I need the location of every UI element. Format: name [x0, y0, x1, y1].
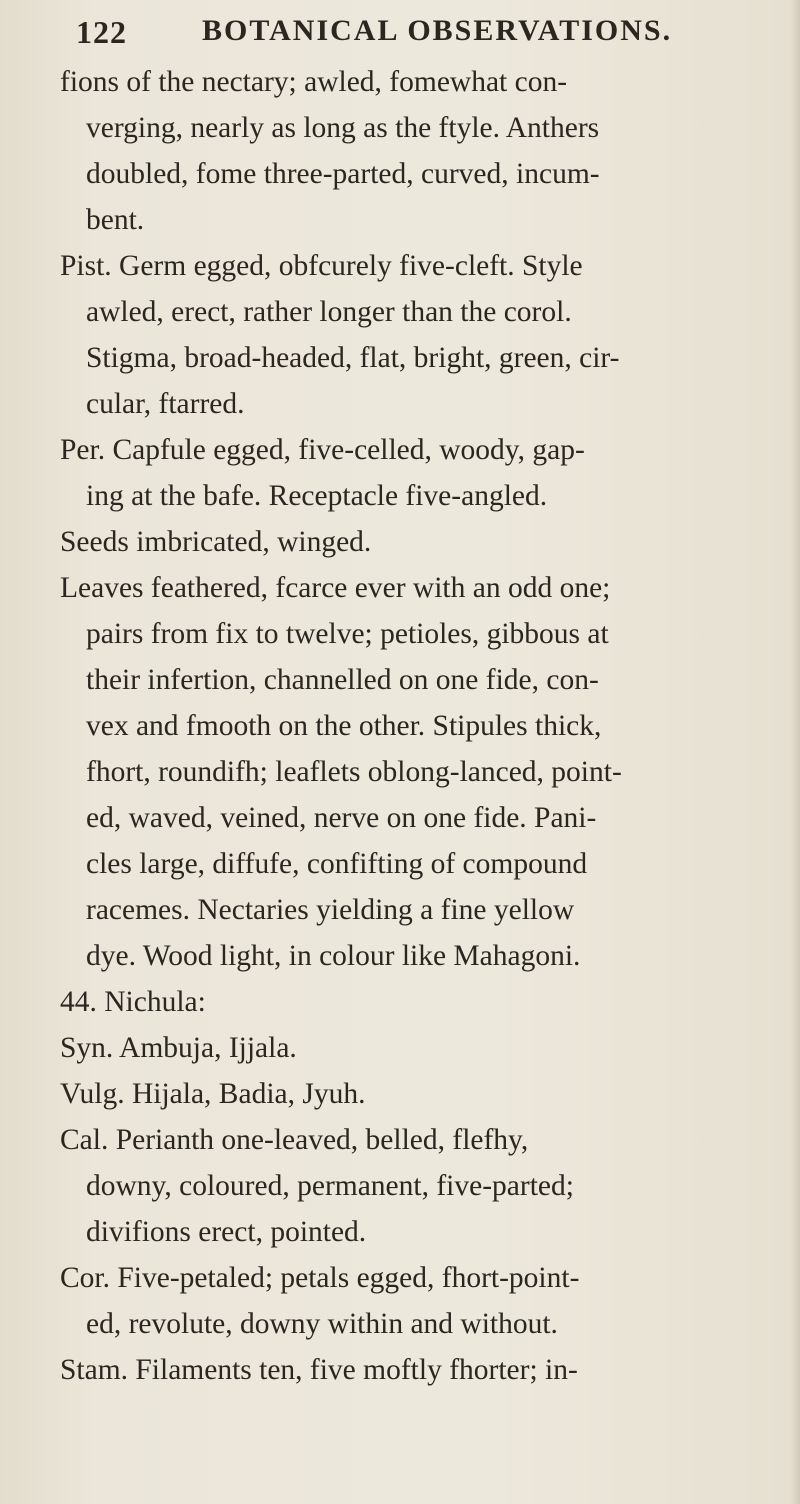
- text-line: Syn. Ambuja, Ijjala.: [60, 1032, 297, 1064]
- page-edge-shadow: [790, 0, 800, 1504]
- page-header: [76, 6, 756, 56]
- text-line: Pist. Germ egged, obfcurely five-cleft. Style: [60, 250, 583, 282]
- text-line: awled, erect, rather longer than the corol.: [86, 296, 572, 328]
- text-line: downy, coloured, permanent, five-parted;: [86, 1170, 574, 1202]
- text-line: Stigma, broad-headed, flat, bright, green, cir-: [86, 342, 620, 374]
- text-line: verging, nearly as long as the ftyle. Anthers: [86, 112, 600, 144]
- text-line: Seeds imbricated, winged.: [60, 526, 372, 558]
- text-line: Leaves feathered, fcarce ever with an odd one;: [60, 572, 611, 604]
- text-line: their infertion, channelled on one fide, con-: [86, 664, 599, 696]
- text-line: cles large, diffufe, confifting of compound: [86, 848, 588, 880]
- running-title: BOTANICAL OBSERVATIONS.: [202, 14, 673, 47]
- text-line: bent.: [86, 204, 145, 236]
- text-line: Cor. Five-petaled; petals egged, fhort-point-: [60, 1262, 580, 1294]
- text-line: vex and fmooth on the other. Stipules thick,: [86, 710, 602, 742]
- text-line: dye. Wood light, in colour like Mahagoni.: [86, 940, 581, 972]
- text-line: fions of the nectary; awled, fomewhat con-: [60, 66, 568, 98]
- text-line: fhort, roundifh; leaflets oblong-lanced, point-: [86, 756, 622, 788]
- text-line: ed, revolute, downy within and without.: [86, 1308, 558, 1340]
- text-line: Stam. Filaments ten, five moftly fhorter; in-: [60, 1354, 578, 1386]
- text-line: pairs from fix to twelve; petioles, gibbous at: [86, 618, 609, 650]
- page-number: 122: [76, 14, 127, 50]
- text-line: ing at the bafe. Receptacle five-angled.: [86, 480, 548, 512]
- text-line: 44. Nichula:: [60, 986, 206, 1018]
- text-line: Per. Capfule egged, five-celled, woody, gap-: [60, 434, 585, 466]
- text-line: divifions erect, pointed.: [86, 1216, 367, 1248]
- text-line: Vulg. Hijala, Badia, Jyuh.: [60, 1078, 366, 1110]
- text-line: cular, ftarred.: [86, 388, 245, 420]
- text-line: racemes. Nectaries yielding a fine yellow: [86, 894, 575, 926]
- text-line: doubled, fome three-parted, curved, incum-: [86, 158, 600, 190]
- text-line: Cal. Perianth one-leaved, belled, flefhy,: [60, 1124, 529, 1156]
- text-line: ed, waved, veined, nerve on one fide. Pani-: [86, 802, 597, 834]
